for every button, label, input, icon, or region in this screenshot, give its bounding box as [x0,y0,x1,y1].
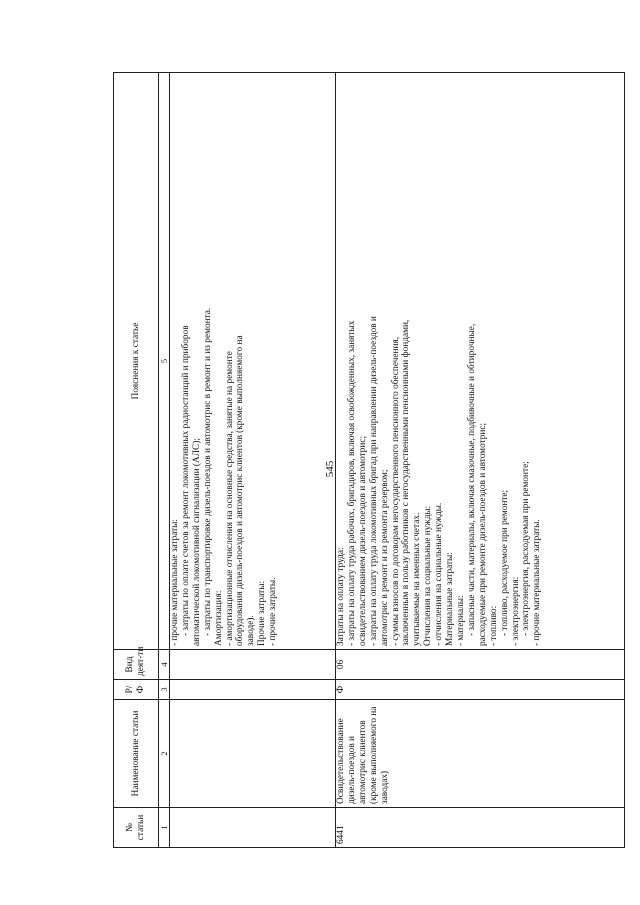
rf-cell [170,680,336,700]
table-row [336,73,625,848]
explanation-line: - отчисления на социальные нужды. [434,502,445,646]
explanation-line: - прочие затраты. [268,577,279,646]
explanation-line: заключенным в пользу работников с негосударственными пенсионными фондами, [401,319,412,646]
explanation-line: учитываемые на именных счетах. [412,512,423,646]
explanation-line: Материальные затраты: [445,552,456,646]
explanation-line: автоматической локомотивной сигнализации (АЛС); [191,438,202,646]
article-name-line: заводах) [379,770,390,804]
column-number: 4 [159,650,170,680]
column-number: 3 [159,680,170,700]
rotated-table-container [113,73,633,848]
header-explanations: Пояснения к статье [114,73,159,650]
explanation-line: - электроэнергия: [510,576,521,646]
column-number: 2 [159,700,170,808]
header-article-name: Наименование статьи [114,700,159,808]
article-name-line: (кроме выполняемого на [368,706,379,804]
article-name-line: автомотрис клиентов [357,720,368,804]
table-row [170,73,336,848]
article-name-cell [170,700,336,808]
explanation-line: - затраты на оплату труда локомотивных бригад при направлении дизель-поездов и [368,316,379,646]
explanation-line: - суммы взносов по договорам негосударственного пенсионного обеспечения, [390,336,401,646]
explanation-line: - запасные части, материалы, включая смазочные, подбивочные и обтирочные, [466,323,477,636]
column-number: 1 [159,808,170,848]
article-name-line: дизель-поездов и [346,735,357,804]
explanation-line: - топливо: [488,605,499,646]
explanation-line: - прочие материальные затраты: [170,519,180,646]
rf-cell: Ф [336,680,625,700]
explanation-line: заводе). [246,615,257,646]
header-rf: Р/ Ф [114,680,159,700]
article-number-cell: 6441 [336,808,625,848]
header-activity-type: Вид деят-ти [114,650,159,680]
explanation-line: - прочие материальные затраты. [532,519,543,646]
articles-table [113,72,625,848]
activity-cell: 06 [336,650,625,680]
header-row [114,73,159,848]
article-number-cell [170,808,336,848]
explanation-line: - электроэнергия, расходуемая при ремонте; [521,461,532,636]
explanation-line: оборудования дизель-поездов и автомотрис клиентов (кроме выполняемого на [235,335,246,646]
explanation-line: - затраты по транспортировке дизель-поездов и автомотрис в ремонт и из ремонта. [202,307,213,636]
explanation-line: автомотрис в ремонт и из ремонта резервом; [379,469,390,646]
explanation-line: расходуемые при ремонте дизель-поездов и автомотрис; [477,422,488,646]
explanation-line: Затраты на оплату труда: [336,547,346,646]
header-article-number: № статьи [114,808,159,848]
explanation-cell [336,73,625,650]
explanation-line: - материалы: [455,595,466,646]
explanation-line: Отчисления на социальные нужды: [423,505,434,646]
explanation-line: - амортизационные отчисления на основные средства, занятые на ремонте [224,351,235,646]
explanation-cell [170,73,336,650]
column-number-row [159,73,170,848]
article-name-cell [336,700,625,808]
article-name-line: Освидетельствование [336,718,346,804]
explanation-line: Прочие затраты: [257,580,268,646]
explanation-line: - затраты по оплате счетов за ремонт локомотивных радиостанций и приборов [180,325,191,636]
explanation-line: Амортизация: [213,590,224,646]
explanation-line: - топливо, расходуемое при ремонте; [499,489,510,636]
column-number: 5 [159,73,170,650]
explanation-line: - затраты на оплату труда рабочих, бригадиров, включая освобожденных, занятых [346,320,357,646]
page-number: 545 [324,460,336,478]
activity-cell [170,650,336,680]
explanation-line: освидетельствованием дизель-поездов и автомотрис; [357,435,368,646]
